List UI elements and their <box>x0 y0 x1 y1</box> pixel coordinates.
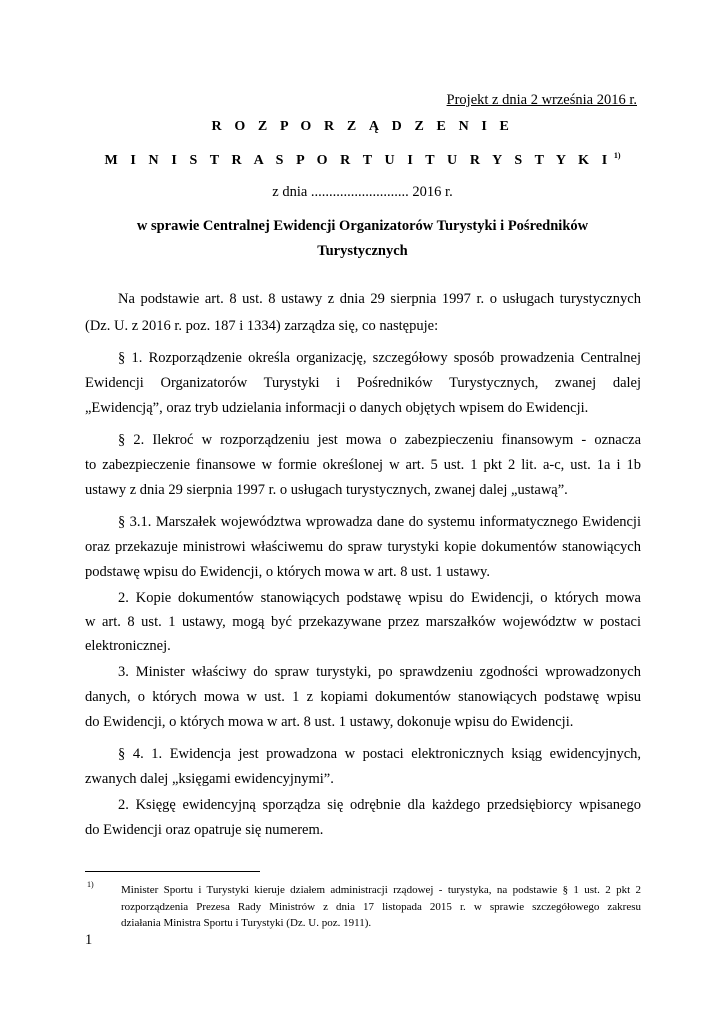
paragraph-3-2-line: 2. Kopie dokumentów stanowiących podstawę wpisu do Ewidencji, o których mowa <box>118 590 641 606</box>
paragraph-4-2-line: 2. Księgę ewidencyjną sporządza się odrębnie dla każdego przedsiębiorcy wpisanego <box>118 797 641 813</box>
footnote-line: rozporządzenia Prezesa Rady Ministrów z dnia 17 listopada 2015 r. w sprawie szczegółowego zakresu <box>121 901 641 913</box>
preamble-line: Na podstawie art. 8 ust. 8 ustawy z dnia 29 sierpnia 1997 r. o usługach turystycznych <box>118 291 641 307</box>
paragraph-3-1-line: oraz przekazuje ministrowi właściwemu do spraw turystyki kopie dokumentów stanowiących <box>85 539 641 555</box>
paragraph-4-2-line: do Ewidencji oraz opatruje się numerem. <box>85 822 324 838</box>
footnote-reference: 1) <box>613 151 621 160</box>
paragraph-3-3-line: 3. Minister właściwy do spraw turystyki, po sprawdzeniu zgodności wprowadzonych <box>118 664 641 680</box>
page-number: 1 <box>85 932 93 948</box>
paragraph-3-3-line: danych, o których mowa w ust. 1 z kopiami dokumentów stanowiących podstawę wpisu <box>85 689 641 705</box>
draft-note: Projekt z dnia 2 września 2016 r. <box>446 92 637 108</box>
footnote-marker: 1) <box>87 880 94 889</box>
footnote-line: Minister Sportu i Turystyki kieruje działem administracji rządowej - turystyka, na podstawie § 1 ust. 2 pkt 2 <box>121 884 641 896</box>
paragraph-3-3-line: do Ewidencji, o których mowa w art. 8 ust. 1 ustawy, dokonuje wpisu do Ewidencji. <box>85 714 574 730</box>
paragraph-2-line: § 2. Ilekroć w rozporządzeniu jest mowa o zabezpieczeniu finansowym - oznacza <box>118 432 641 448</box>
paragraph-4-1-line: zwanych dalej „księgami ewidencyjnymi”. <box>85 771 334 787</box>
paragraph-3-1-line: § 3.1. Marszałek województwa wprowadza dane do systemu informatycznego Ewidencji <box>118 514 641 530</box>
paragraph-2-line: ustawy z dnia 29 sierpnia 1997 r. o usługach turystycznych, zwanej dalej „ustawą”. <box>85 482 568 498</box>
preamble-line: (Dz. U. z 2016 r. poz. 187 i 1334) zarządza się, co następuje: <box>85 318 439 334</box>
paragraph-3-2-line: w art. 8 ust. 1 ustawy, mogą być przekazywane przez marszałków województw w postaci <box>85 614 641 630</box>
paragraph-3-1-line: podstawę wpisu do Ewidencji, o których mowa w art. 8 ust. 1 ustawy. <box>85 564 490 580</box>
footnote-line: działania Ministra Sportu i Turystyki (Dz. U. poz. 1911). <box>121 917 372 929</box>
paragraph-1-line: § 1. Rozporządzenie określa organizację, szczegółowy sposób prowadzenia Centralnej <box>118 350 641 366</box>
paragraph-4-1-line: § 4. 1. Ewidencja jest prowadzona w postaci elektronicznych ksiąg ewidencyjnych, <box>118 746 641 762</box>
subject-line-2: Turystycznych <box>317 243 408 259</box>
issuer-name: M I N I S T R A S P O R T U I T U R Y S T Y K I <box>104 153 612 168</box>
subject-line-1: w sprawie Centralnej Ewidencji Organizatorów Turystyki i Pośredników <box>136 218 589 234</box>
footnote-separator <box>85 871 260 872</box>
paragraph-1-line: Ewidencji Organizatorów Turystyki i Pośredników Turystycznych, zwanej dalej <box>85 375 641 391</box>
date-line: z dnia ........................... 2016 r. <box>272 184 453 200</box>
paragraph-1-line: „Ewidencją”, oraz tryb udzielania informacji o danych objętych wpisem do Ewidencji. <box>85 400 589 416</box>
paragraph-2-line: to zabezpieczenie finansowe w formie określonej w art. 5 ust. 1 pkt 2 lit. a-c, ust. 1a i 1b <box>85 457 641 473</box>
document-type-title: R O Z P O R Z Ą D Z E N I E <box>211 119 514 134</box>
paragraph-3-2-line: elektronicznej. <box>85 638 171 654</box>
issuer-title <box>0 151 725 169</box>
